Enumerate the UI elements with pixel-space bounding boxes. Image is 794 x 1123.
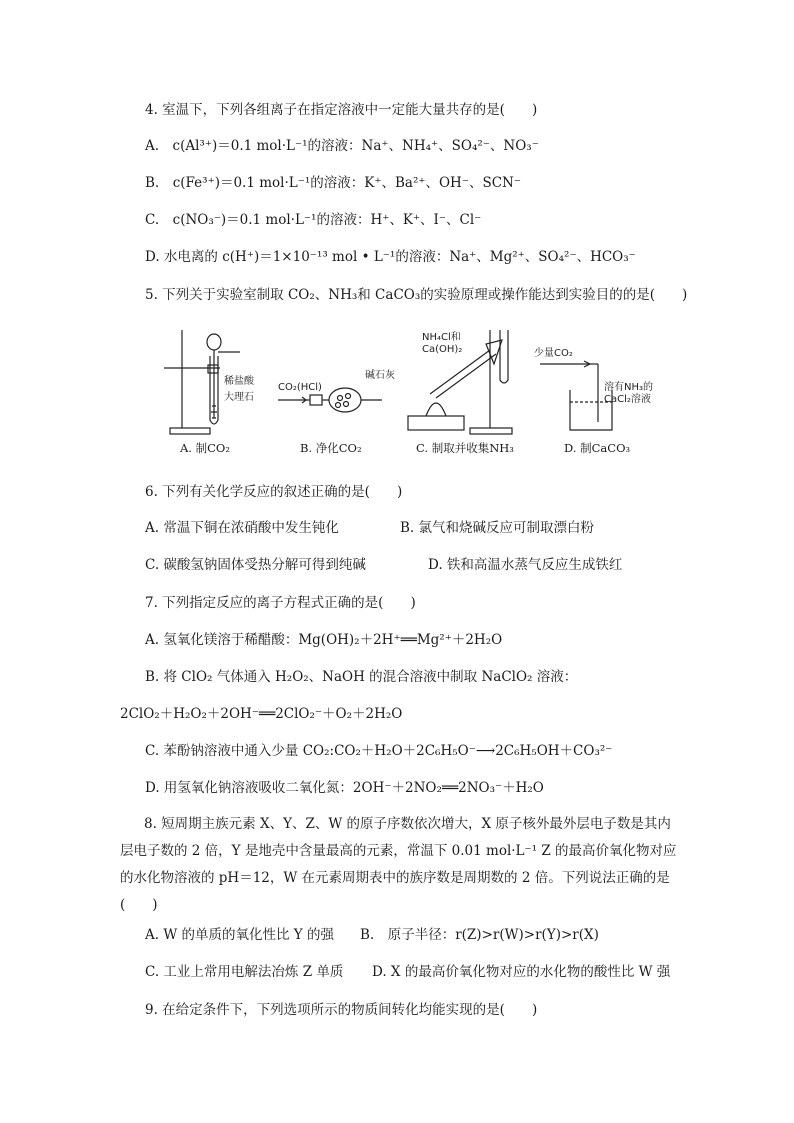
q6-option-b: B. 氯气和烧碱反应可制取漂白粉 — [400, 520, 595, 536]
c-flame — [426, 403, 446, 416]
q4-option-c: C. c(NO₃⁻)＝0.1 mol·L⁻¹的溶液：H⁺、K⁺、I⁻、Cl⁻ — [145, 212, 482, 228]
c-burner — [408, 416, 464, 430]
b-caption: B. 净化CO₂ — [300, 441, 362, 455]
b-stopper — [310, 395, 322, 405]
q7-option-a: A. 氢氧化镁溶于稀醋酸：Mg(OH)₂＋2H⁺══Mg²⁺＋2H₂O — [145, 632, 503, 648]
d-caption: D. 制CaCO₃ — [564, 441, 631, 455]
q4-stem: 4. 室温下，下列各组离子在指定溶液中一定能大量共存的是( ) — [145, 102, 538, 118]
b-lime-4 — [336, 403, 341, 408]
c-collect-tube — [500, 330, 508, 383]
c-heating-tube-2 — [436, 354, 496, 398]
q8-option-a: A. W 的单质的氧化性比 Y 的强 — [145, 927, 334, 943]
q7-stem: 7. 下列指定反应的离子方程式正确的是( ) — [145, 595, 416, 611]
apparatus-drawings — [160, 320, 654, 460]
d-label-sol-1: 溶有NH₃的 — [604, 382, 654, 393]
q7-option-c: C. 苯酚钠溶液中通入少量 CO₂:CO₂＋H₂O＋2C₆H₅O⁻⟶2C₆H₅OH＋CO₃²⁻ — [145, 743, 613, 759]
q5-apparatus-figure — [160, 320, 654, 460]
q8-option-d: D. X 的最高价氧化物对应的水化物的酸性比 W 强 — [372, 964, 671, 980]
b-label-gas: CO₂(HCl) — [278, 382, 322, 393]
q4-option-a: A. c(Al³⁺)＝0.1 mol·L⁻¹的溶液：Na⁺、NH₄⁺、SO₄²⁻、NO₃⁻ — [145, 138, 539, 154]
q7-option-b-line1: B. 将 ClO₂ 气体通入 H₂O₂、NaOH 的混合溶液中制取 NaClO₂ 溶液： — [145, 669, 578, 685]
q9-stem: 9. 在给定条件下，下列选项所示的物质间转化均能实现的是( ) — [145, 1002, 538, 1018]
q8-option-b: B. 原子半径：r(Z)>r(W)>r(Y)>r(X) — [360, 927, 599, 943]
q4-option-d: D. 水电离的 c(H⁺)＝1×10⁻¹³ mol • L⁻¹的溶液：Na⁺、Mg²⁺、SO₄²⁻、HCO₃⁻ — [145, 249, 636, 265]
q6-option-a: A. 常温下铜在浓硝酸中发生钝化 — [145, 520, 339, 536]
q6-option-c: C. 碳酸氢钠固体受热分解可得到纯碱 — [145, 557, 366, 573]
q6-option-d: D. 铁和高温水蒸气反应生成铁红 — [428, 557, 623, 573]
b-lime-1 — [338, 396, 343, 401]
c-caption: C. 制取并收集NH₃ — [416, 441, 514, 455]
a-caption: A. 制CO₂ — [180, 441, 230, 455]
c-label-reagent-1: NH₄Cl和 — [422, 332, 461, 343]
d-label-sol-2: CaCl₂溶液 — [604, 394, 651, 405]
c-stand-base — [470, 428, 512, 434]
q7-option-b-line2: 2ClO₂＋H₂O₂＋2OH⁻══2ClO₂⁻＋O₂＋2H₂O — [120, 706, 403, 722]
d-label-gas: 少量CO₂ — [534, 348, 573, 359]
q8-stem: 8. 短周期主族元素 X、Y、Z、W 的原子序数依次增大，X 原子核外最外层电子数是其内层电子数的 2 倍，Y 是地壳中含量最高的元素，常温下 0.01 mol·L⁻¹ Z 的最高价氧化物对应的水化物溶液的 pH＝12，W 在元素周期表中的族序数是周期数的 2 倍。下列说法正确的是( ) — [120, 816, 677, 913]
q8-option-c: C. 工业上常用电解法冶炼 Z 单质 — [145, 964, 344, 980]
a-funnel-bulb — [207, 334, 221, 350]
b-label-lime: 碱石灰 — [365, 370, 395, 381]
b-lime-2 — [346, 394, 351, 399]
a-label-acid: 稀盐酸 — [224, 376, 254, 387]
c-heating-tube — [430, 350, 490, 394]
q5-stem: 5. 下列关于实验室制取 CO₂、NH₃和 CaCO₃的实验原理或操作能达到实验目的的是( ) — [145, 287, 688, 303]
q4-option-b: B. c(Fe³⁺)＝0.1 mol·L⁻¹的溶液：K⁺、Ba²⁺、OH⁻、SCN⁻ — [145, 175, 521, 191]
q7-option-d: D. 用氢氧化钠溶液吸收二氧化氮：2OH⁻＋2NO₂══2NO₃⁻＋H₂O — [145, 780, 544, 796]
b-lime-3 — [344, 402, 349, 407]
c-label-reagent-2: Ca(OH)₂ — [422, 344, 463, 355]
a-stand-base — [170, 428, 210, 434]
q6-stem: 6. 下列有关化学反应的叙述正确的是( ) — [145, 484, 403, 500]
a-label-marble: 大理石 — [224, 392, 254, 403]
b-bulb — [329, 388, 361, 412]
